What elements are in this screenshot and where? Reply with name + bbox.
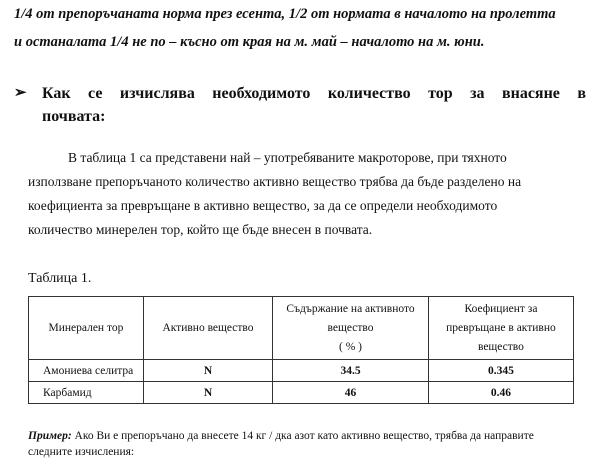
example-line <box>28 430 534 442</box>
header-coef-line-3: вещество <box>477 340 524 353</box>
example-text: Ако Ви е препоръчано да внесете 14 кг / дка азот като активно вещество, трябва да направите <box>71 430 534 442</box>
example-cut-line: следните изчисления: <box>28 446 135 458</box>
header-coef-line-1: Коефициент за <box>464 302 538 315</box>
table-header-row <box>29 297 574 360</box>
cell-content: 34.5 <box>273 360 429 382</box>
table-row <box>29 382 574 404</box>
cell-coefficient: 0.345 <box>428 360 573 382</box>
header-coef-line-2: превръщане в активно <box>446 321 556 334</box>
fertilizer-table <box>28 296 574 404</box>
header-content-line-3: ( % ) <box>339 340 362 353</box>
table-row <box>29 360 574 382</box>
header-content-line-2: вещество <box>327 321 374 334</box>
cell-fertilizer-name: Карбамид <box>29 382 144 404</box>
paragraph-line-4: количество минерелен тор, който ще бъде внесен в почвата. <box>28 222 373 237</box>
header-content-line-1: Съдържание на активното <box>286 302 415 315</box>
paragraph-line-3: коефициента за превръщане в активно вещество, за да се определи необходимото <box>28 198 498 213</box>
example-label: Пример: <box>28 430 72 442</box>
cell-active-substance: N <box>143 360 272 382</box>
paragraph-line-1: В таблица 1 са представени най – употребяваните макроторове, при тяхното <box>68 150 507 165</box>
header-coefficient <box>428 297 573 360</box>
cell-coefficient: 0.46 <box>428 382 573 404</box>
table-caption: Таблица 1. <box>28 271 92 286</box>
cell-content: 46 <box>273 382 429 404</box>
heading-line-2: почвата: <box>42 108 106 125</box>
arrow-bullet-icon: ➢ <box>14 85 27 101</box>
paragraph-line-2: използване препоръчаното количество активно вещество трябва да бъде разделено на <box>28 174 522 189</box>
header-content <box>273 297 429 360</box>
cell-fertilizer-name: Амониева селитра <box>29 360 144 382</box>
heading-line-1: Как се изчислява необходимото количество тор за внасяне в <box>42 85 586 102</box>
header-active-substance: Активно вещество <box>143 297 272 360</box>
cell-active-substance: N <box>143 382 272 404</box>
header-fertilizer: Минерален тор <box>29 297 144 360</box>
intro-line-2: и останалата 1/4 не по – късно от края на м. май – началото на м. юни. <box>14 34 485 50</box>
intro-line-1: 1/4 от препоръчаната норма през есента, 1/2 от нормата в началото на пролетта <box>14 6 556 22</box>
